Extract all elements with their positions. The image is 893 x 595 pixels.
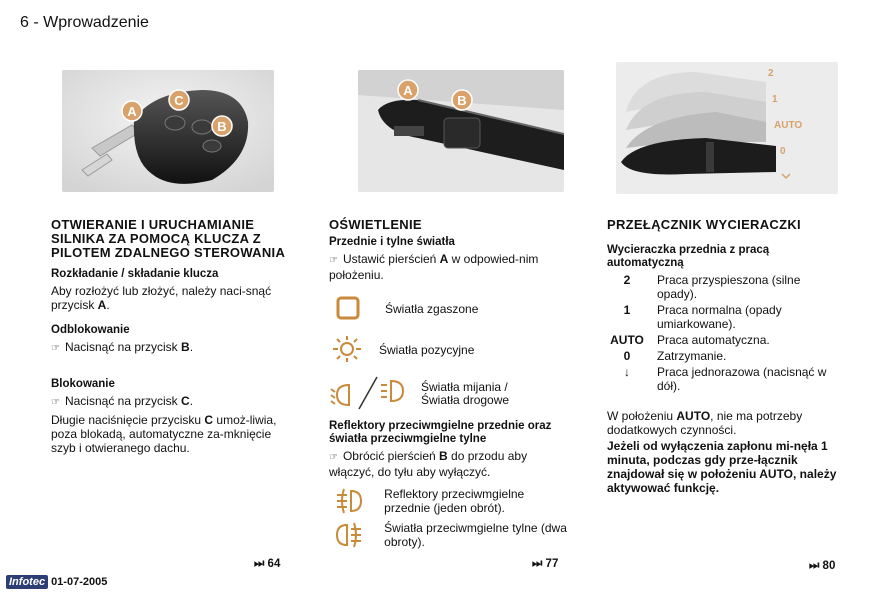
key-label-b: B [217, 119, 227, 134]
key-s1-title: Rozkładanie / składanie klucza [51, 268, 219, 280]
light-label-b: B [457, 93, 467, 108]
footer-date: 01-07-2005 [51, 576, 108, 588]
position-lights-icon [329, 334, 379, 367]
icon-row-front-fog [329, 487, 567, 521]
page-ref-77[interactable]: ⏭ 77 [532, 558, 559, 570]
icon-row-beam [329, 372, 567, 416]
key-s3-title: Blokowanie [51, 378, 115, 390]
column-lighting [329, 218, 567, 551]
lighting-section-title: OŚWIETLENIE [329, 217, 422, 232]
column-key [51, 218, 287, 463]
wiper-pos-2: 2 [768, 68, 774, 79]
lighting-s2-title: Reflektory przeciwmgielne przednie oraz światła przeciwmgielne tylne [329, 420, 552, 445]
key-label-c: C [174, 93, 184, 108]
page-ref-80[interactable]: ⏭ 80 [809, 560, 836, 572]
wiper-row: 2 Praca przyspieszona (silne opady). [623, 273, 801, 301]
light-stalk-photo [358, 70, 564, 192]
front-fog-label: Reflektory przeciwmgielne przednie (jeden obrót). [384, 487, 525, 515]
wiper-pos-auto: AUTO [774, 120, 803, 131]
dipped-main-beam-icon [329, 375, 421, 414]
wiper-row: AUTO Praca automatyczna. [610, 333, 770, 347]
wiper-row: ↓ Praca jednorazowa (nacisnąć w dół). [624, 365, 827, 393]
icon-row-position [329, 328, 567, 372]
wiper-row: 0 Zatrzymanie. [623, 349, 727, 363]
wiper-p1: W położeniu AUTO, nie ma potrzeby dodatkowych czynności. [607, 409, 803, 437]
light-label-a: A [403, 83, 413, 98]
icon-row-rear-fog [329, 521, 567, 551]
rear-fog-label: Światła przeciwmgielne tylne (dwa obroty). [384, 521, 567, 549]
key-s2-text: ☞ Nacisnąć na przycisk B. [51, 340, 287, 356]
page-title: 6 - Wprowadzenie [20, 14, 149, 31]
lights-off-icon [329, 295, 385, 324]
lighting-s1-text: ☞ Ustawić pierścień A w odpowied-nim położeniu. [329, 252, 567, 282]
wiper-pos-1: 1 [772, 94, 778, 105]
next-page-icon: ⏭ [254, 558, 268, 570]
footer [6, 575, 107, 589]
wiper-s1-title: Wycieraczka przednia z pracą automatyczną [607, 244, 770, 269]
page-ref-64[interactable]: ⏭ 64 [254, 558, 281, 570]
infotec-logo: Infotec [6, 575, 48, 589]
beam-label: Światła mijania / Światła drogowe [421, 380, 510, 407]
wiper-p2: Jeżeli od wyłączenia zapłonu mi-nęła 1 minuta, podczas gdy prze-łącznik znajdował się w położeniu AUTO, należy aktywować funkcję. [607, 439, 837, 495]
wiper-row: 1 Praca normalna (opady umiarkowane). [623, 303, 782, 331]
wiper-position-list [607, 273, 843, 393]
key-section-title: OTWIERANIE I URUCHAMIANIE SILNIKA ZA POMOCĄ KLUCZA Z PILOTEM ZDALNEGO STEROWANIA [51, 217, 286, 260]
wiper-pos-0: 0 [780, 146, 786, 157]
icon-row-off [329, 290, 567, 328]
key-s3-paragraph: Długie naciśnięcie przycisku C umoż-liwia, poza blokadą, automatyczne za-mknięcie szyb i otwieranego dachu. [51, 413, 277, 455]
rear-fog-icon [329, 521, 384, 552]
column-wiper [607, 218, 843, 503]
lighting-s2-text: ☞ Obrócić pierścień B do przodu aby włączyć, do tyłu aby wyłączyć. [329, 449, 567, 479]
lights-off-label: Światła zgaszone [385, 302, 479, 316]
next-page-icon: ⏭ [532, 558, 546, 570]
front-fog-icon [329, 487, 384, 518]
key-s3-text: ☞ Nacisnąć na przycisk C. [51, 394, 287, 410]
key-s1-text: Aby rozłożyć lub złożyć, należy naci-snąć przycisk A. [51, 284, 272, 312]
wiper-stalk-photo [616, 62, 838, 194]
key-photo [62, 70, 274, 192]
key-s2-title: Odblokowanie [51, 324, 130, 336]
lighting-s1-title: Przednie i tylne światła [329, 236, 455, 248]
position-lights-label: Światła pozycyjne [379, 343, 475, 357]
wiper-section-title: PRZEŁĄCZNIK WYCIERACZKI [607, 217, 801, 232]
key-label-a: A [127, 104, 137, 119]
next-page-icon: ⏭ [809, 560, 823, 572]
